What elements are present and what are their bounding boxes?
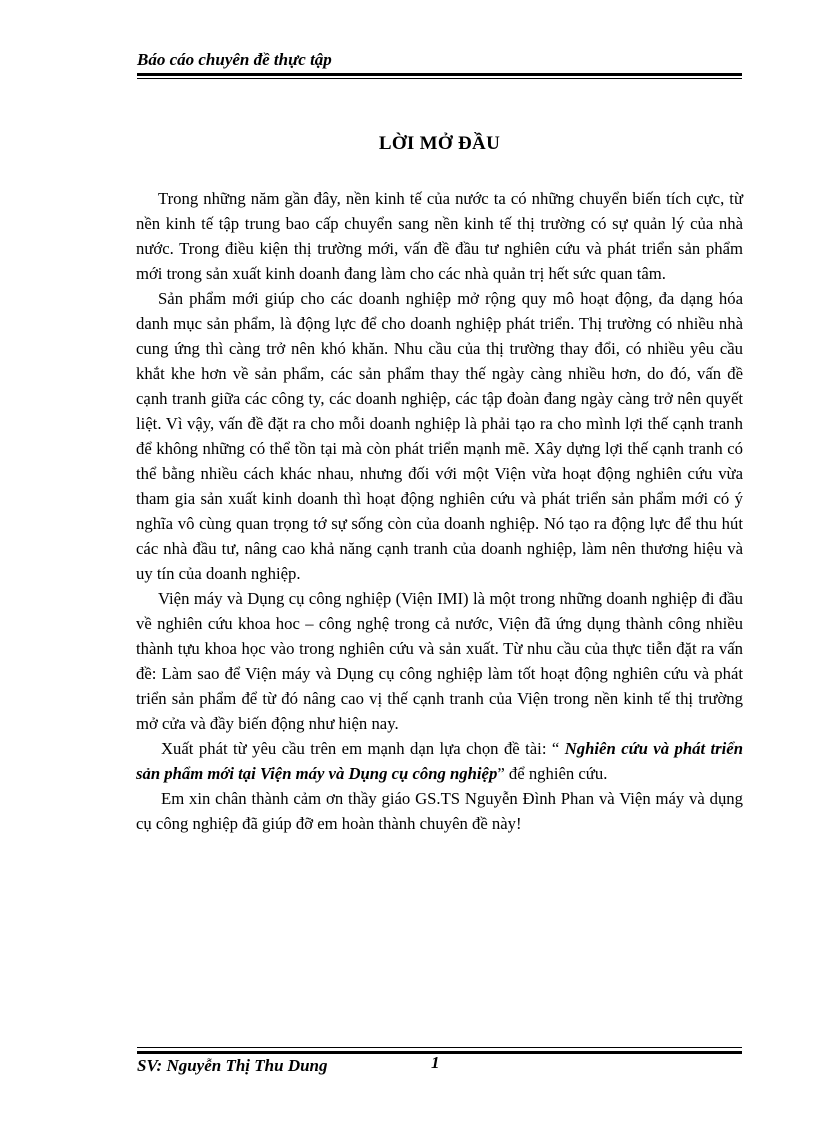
page-number: 1 [431,1053,440,1072]
footer-divider-thin [137,1047,742,1048]
paragraph-3: Viện máy và Dụng cụ công nghiệp (Viện IMI) là một trong những doanh nghiệp đi đầu về nghiên cứu khoa hoc – công nghệ trong cả nước, Viện đã ứng dụng thành công nhiều thành tựu khoa học vào trong nghiên cứu và sản xuất. Từ nhu cầu của thực tiễn đặt ra vấn đề: Làm sao để Viện máy và Dụng cụ công nghiệp làm tốt hoạt động nghiên cứu và phát triển sản phẩm để từ đó nâng cao vị thế cạnh tranh của Viện trong nền kinh tế thị trường mở cửa và đầy biến động như hiện nay. [136,589,743,733]
paragraph-4-prefix: Xuất phát từ yêu cầu trên em mạnh dạn lựa chọn đề tài: “ [161,739,565,758]
paragraph-1: Trong những năm gần đây, nền kinh tế của nước ta có những chuyển biến tích cực, từ nền kinh tế tập trung bao cấp chuyển sang nền kinh tế thị trường có sự quản lý của nhà nước. Trong điều kiện thị trường mới, vấn đề đầu tư nghiên cứu và phát triển sản phẩm mới trong sản xuất kinh doanh đang làm cho các nhà quản trị hết sức quan tâm. [136,189,743,283]
document-header-title: Báo cáo chuyên đề thực tập [137,50,332,69]
header-divider-thin [137,78,742,79]
footer-student-name: SV: Nguyễn Thị Thu Dung [137,1056,328,1075]
thesis-topic: Nghiên cứu và phát triển sản phẩm mới tại Viện máy và Dụng cụ công nghiệp [136,739,743,783]
paragraph-4-suffix: ” để nghiên cứu. [497,764,608,783]
paragraph-2: Sản phẩm mới giúp cho các doanh nghiệp mở rộng quy mô hoạt động, đa dạng hóa danh mục sản phẩm, là động lực để cho doanh nghiệp phát triển. Thị trường có nhiều nhà cung ứng thì càng trở nên khó khăn. Nhu cầu của thị trường thay đổi, có nhiều yêu cầu khắt khe hơn về sản phẩm, các sản phẩm thay thế ngày càng nhiều hơn, do đó, vấn đề cạnh tranh giữa các công ty, các doanh nghiệp, các tập đoàn đang ngày càng trở nên quyết liệt. Vì vậy, vấn đề đặt ra cho mỗi doanh nghiệp là phải tạo ra cho mình lợi thế cạnh tranh để không những có thể tồn tại mà còn phát triển mạnh mẽ. Xây dựng lợi thế cạnh tranh có thể bằng nhiều cách khác nhau, nhưng đối với một Viện vừa hoạt động nghiên cứu vừa tham gia sản xuất kinh doanh thì hoạt động nghiên cứu và phát triển sản phẩm mới có ý nghĩa vô cùng quan trọng tớ sự sống còn của doanh nghiệp. Nó tạo ra động lực để thu hút các nhà đầu tư, nâng cao khả năng cạnh tranh của doanh nghiệp, làm nên thương hiệu và uy tín của doanh nghiệp. [136,289,743,583]
footer-divider [137,1051,742,1054]
paragraph-5: Em xin chân thành cảm ơn thầy giáo GS.TS Nguyễn Đình Phan và Viện máy và dụng cụ công nghiệp đã giúp đỡ em hoàn thành chuyên đề này! [136,789,743,833]
document-body [136,186,743,836]
section-title: LỜI MỞ ĐẦU [378,133,501,154]
paragraph-4 [136,736,743,786]
header-divider [137,73,742,76]
